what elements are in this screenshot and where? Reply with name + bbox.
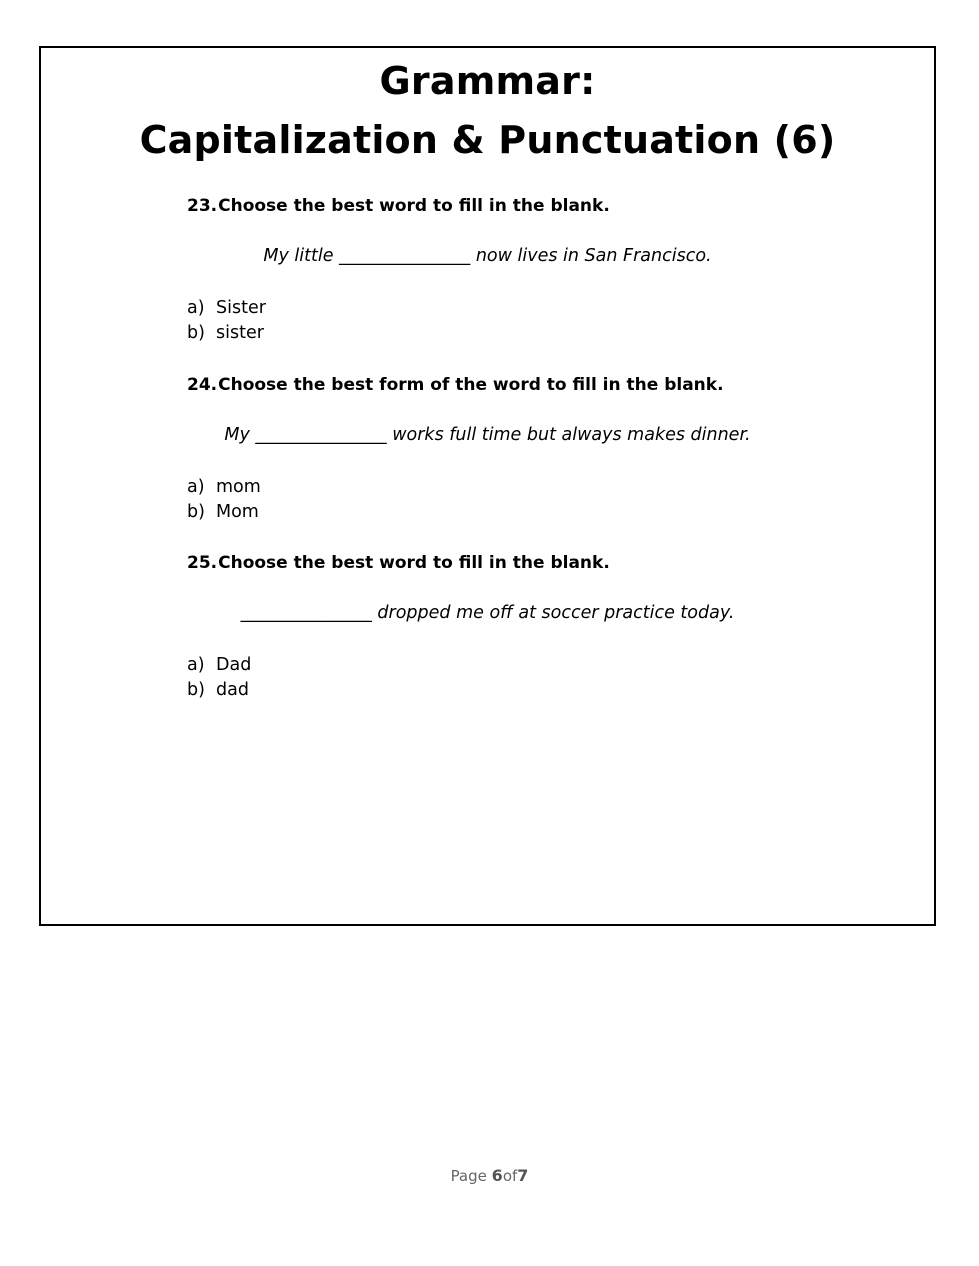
- option-text: mom: [216, 477, 261, 497]
- question-23-option-b: [187, 325, 264, 343]
- option-text: Mom: [216, 502, 259, 522]
- option-letter: a): [187, 477, 205, 497]
- option-text: Dad: [216, 655, 252, 675]
- page-footer: [0, 1168, 979, 1184]
- question-number: 24.: [187, 375, 218, 395]
- worksheet-title: Grammar:: [379, 59, 596, 103]
- question-24-option-b: [187, 504, 259, 522]
- question-25-option-a: [187, 657, 251, 675]
- option-letter: a): [187, 655, 205, 675]
- question-25-option-b: [187, 682, 249, 700]
- question-23-option-a: [187, 300, 266, 318]
- option-letter: b): [187, 680, 205, 700]
- option-letter: a): [187, 298, 205, 318]
- option-letter: b): [187, 323, 205, 343]
- option-text: sister: [216, 323, 264, 343]
- question-text: Choose the best word to fill in the blank.: [218, 196, 610, 216]
- page-label: Page: [450, 1167, 487, 1185]
- question-25-sentence: _______________ dropped me off at soccer practice today.: [240, 603, 735, 623]
- question-23-prompt: [187, 198, 610, 215]
- question-24-option-a: [187, 479, 261, 497]
- option-text: Sister: [216, 298, 266, 318]
- question-23-sentence: My little _______________ now lives in San Francisco.: [263, 246, 712, 266]
- question-text: Choose the best form of the word to fill in the blank.: [218, 375, 724, 395]
- question-24-prompt: [187, 377, 724, 394]
- question-number: 25.: [187, 553, 218, 573]
- question-number: 23.: [187, 196, 218, 216]
- question-24-sentence: My _______________ works full time but always makes dinner.: [224, 425, 751, 445]
- of-label: of: [502, 1167, 518, 1185]
- page-number: 6: [491, 1166, 503, 1185]
- option-text: dad: [216, 680, 249, 700]
- worksheet-frame: [39, 46, 936, 926]
- question-text: Choose the best word to fill in the blank.: [218, 553, 610, 573]
- option-letter: b): [187, 502, 205, 522]
- question-25-prompt: [187, 555, 610, 572]
- total-pages: 7: [517, 1166, 529, 1185]
- worksheet-subtitle: Capitalization & Punctuation (6): [139, 118, 836, 162]
